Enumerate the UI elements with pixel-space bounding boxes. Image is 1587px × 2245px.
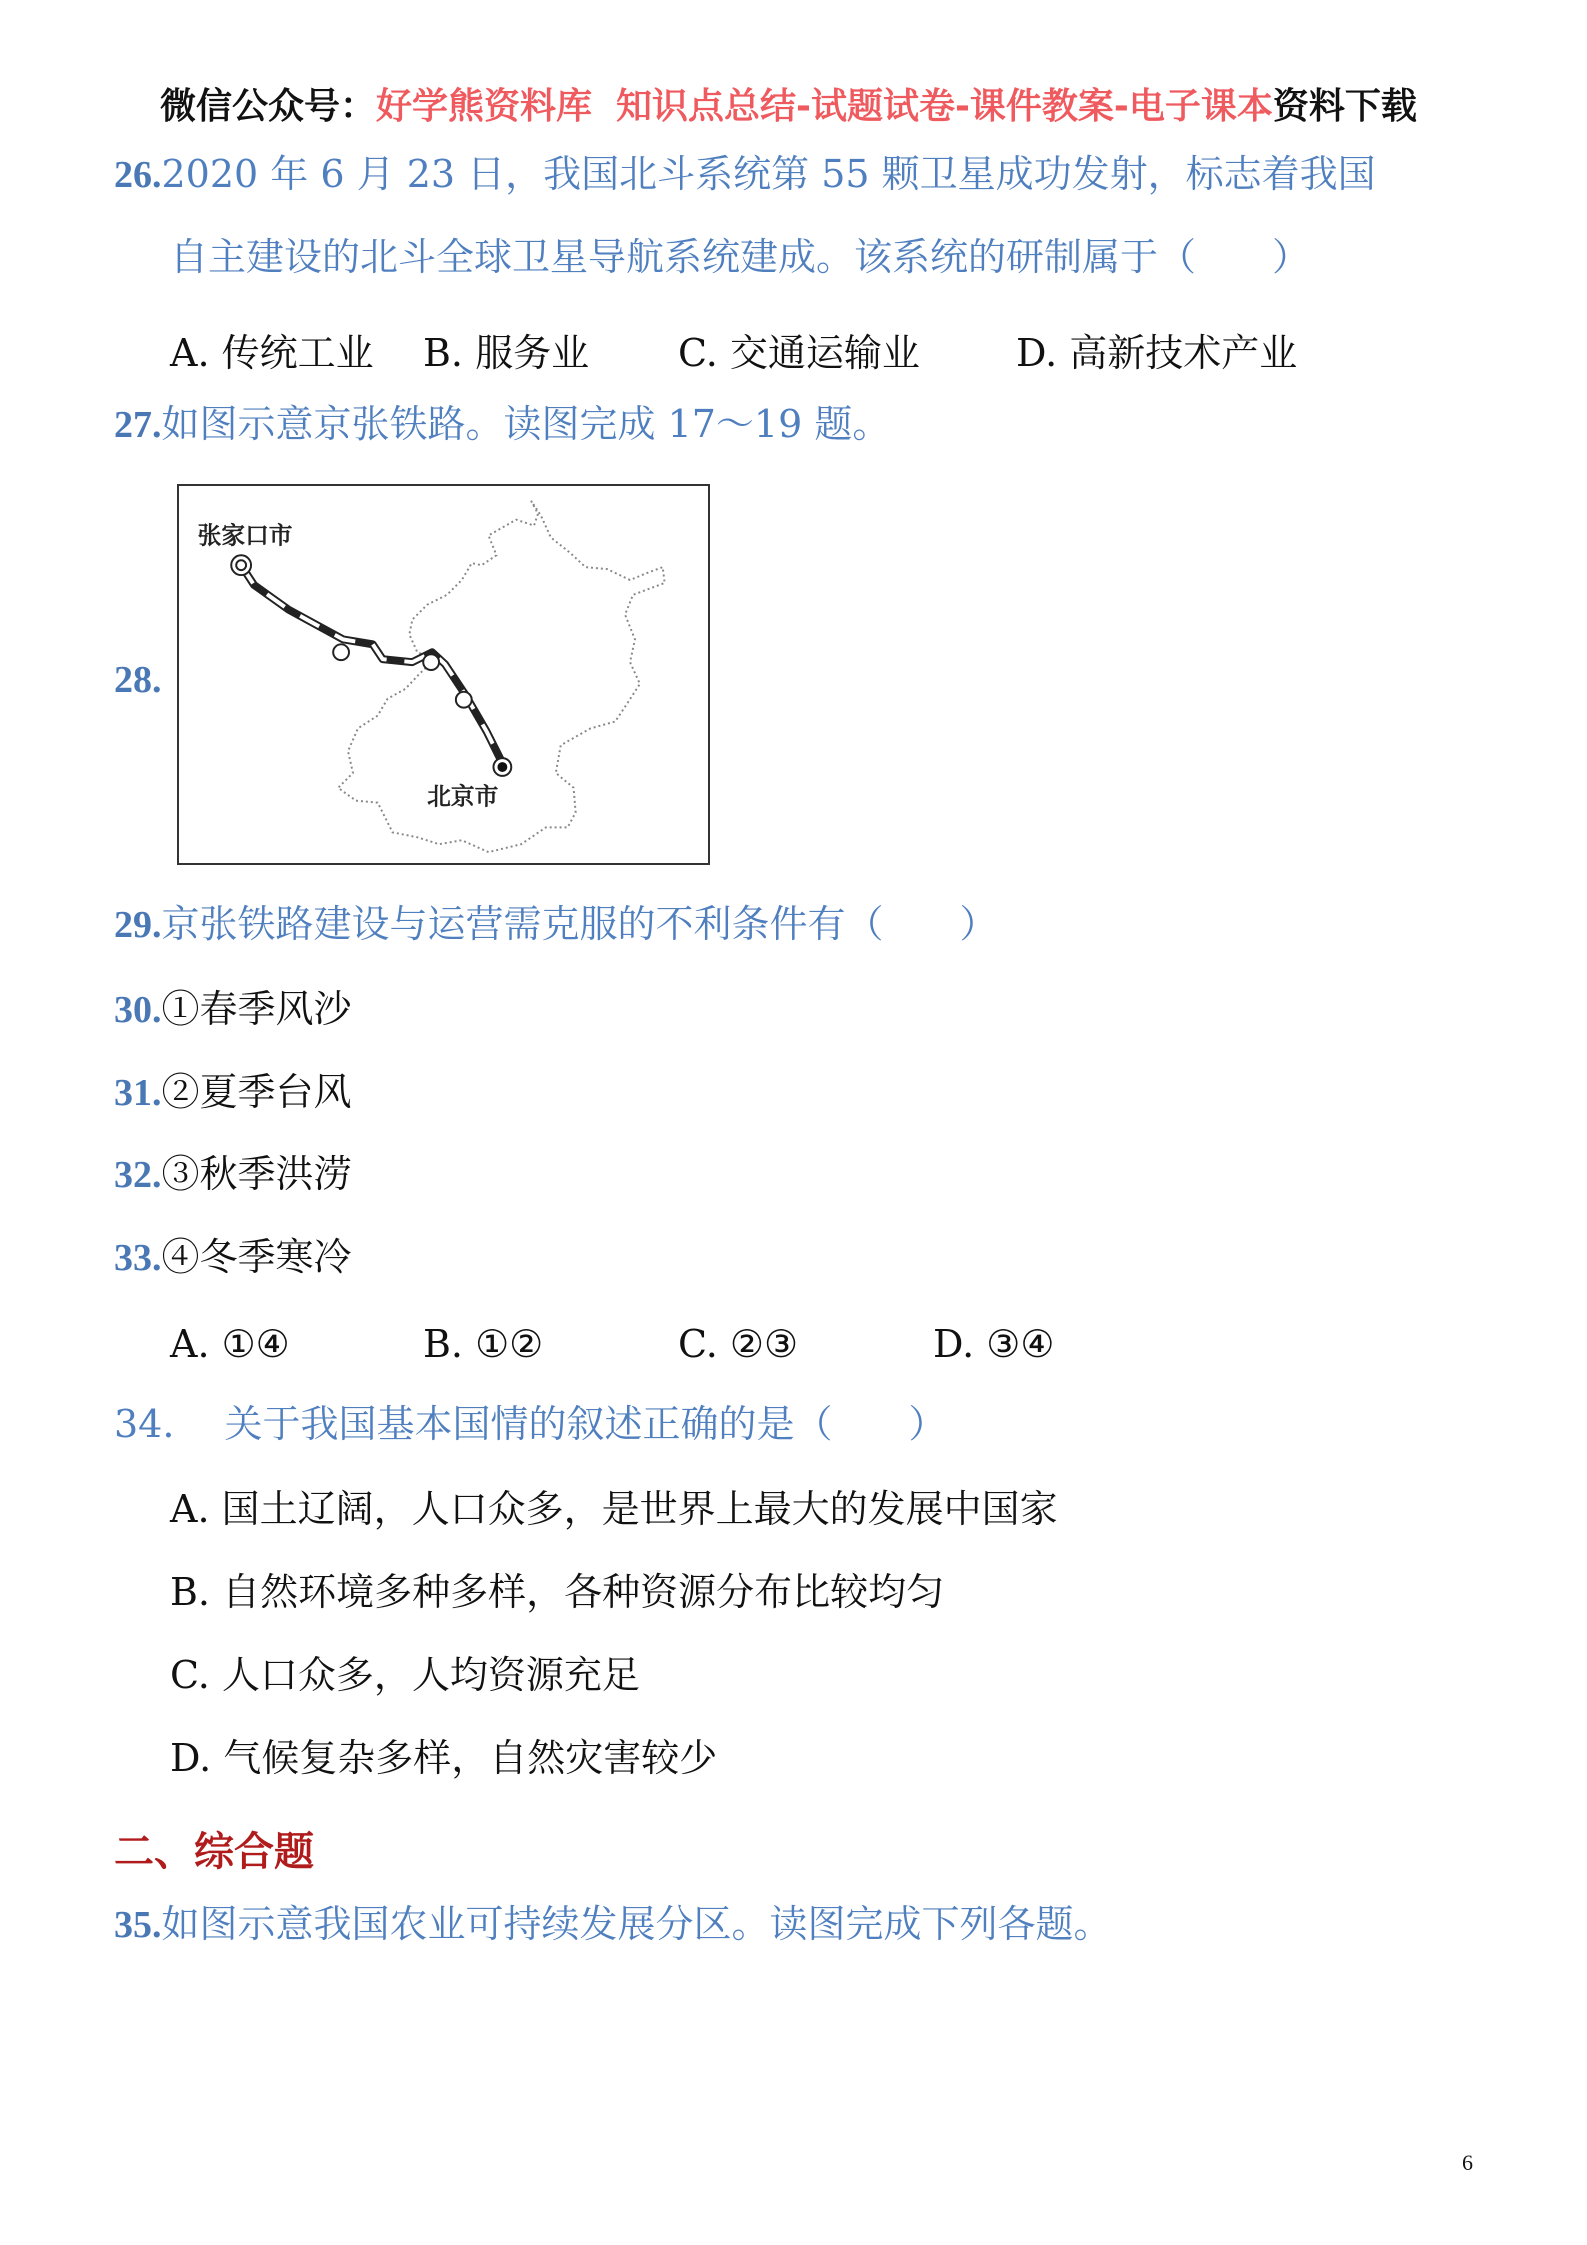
question-number: 28. xyxy=(114,659,162,701)
option-d: D. 高新技术产业 xyxy=(1016,331,1298,375)
question-28 xyxy=(114,660,162,699)
question-31 xyxy=(114,1070,352,1114)
question-text: 2020 年 6 月 23 日，我国北斗系统第 55 颗卫星成功发射，标志着我国 xyxy=(161,152,1376,196)
question-text: 如图示意京张铁路。读图完成 17～19 题。 xyxy=(161,402,891,446)
question-text: ①春季风沙 xyxy=(161,987,352,1031)
question-number: 26. xyxy=(114,154,162,196)
option-a: A. ①④ xyxy=(170,1322,290,1366)
question-text: 自主建设的北斗全球卫星导航系统建成。该系统的研制属于（ ） xyxy=(170,235,1311,279)
option-a: A. 传统工业 xyxy=(170,331,374,375)
option-c: C. ②③ xyxy=(678,1322,799,1366)
question-text: ④冬季寒冷 xyxy=(161,1235,352,1279)
question-number: 33. xyxy=(114,1237,162,1279)
question-number: 35. xyxy=(114,1904,162,1946)
question-32 xyxy=(114,1152,352,1196)
question-30 xyxy=(114,987,352,1031)
map-label-zhangjiakou: 张家口市 xyxy=(197,521,293,550)
question-33 xyxy=(114,1235,352,1279)
question-34-option-c: C. 人口众多，人均资源充足 xyxy=(170,1653,640,1697)
option-d: D. ③④ xyxy=(933,1322,1055,1366)
question-35 xyxy=(114,1902,1112,1946)
header-suffix: 资料下载 xyxy=(1272,85,1417,127)
question-34-option-b: B. 自然环境多种多样，各种资源分布比较均匀 xyxy=(170,1570,945,1614)
beijing-zhangjiakou-railway-map-icon xyxy=(179,486,708,863)
question-number: 29. xyxy=(114,904,162,946)
question-34 xyxy=(114,1402,947,1446)
section-title: 二、综合题 xyxy=(114,1829,314,1875)
question-text: ③秋季洪涝 xyxy=(161,1152,352,1196)
question-text: 京张铁路建设与运营需克服的不利条件有（ ） xyxy=(161,902,998,946)
question-26 xyxy=(114,152,1376,196)
question-34-option-d: D. 气候复杂多样，自然灾害较少 xyxy=(170,1736,718,1780)
question-text: ②夏季台风 xyxy=(161,1070,352,1114)
header-prefix: 微信公众号： xyxy=(160,85,377,127)
option-b: B. 服务业 xyxy=(423,331,590,375)
option-c: C. 交通运输业 xyxy=(678,331,920,375)
railway-map xyxy=(177,484,710,865)
question-27 xyxy=(114,402,891,446)
question-34-option-a: A. 国土辽阔，人口众多，是世界上最大的发展中国家 xyxy=(170,1487,1058,1531)
header-brand: 好学熊资料库 xyxy=(376,85,593,127)
question-29 xyxy=(114,902,998,946)
question-number: 34. xyxy=(114,1402,175,1446)
map-label-beijing: 北京市 xyxy=(427,782,499,811)
question-number: 31. xyxy=(114,1072,162,1114)
option-b: B. ①② xyxy=(423,1322,544,1366)
header-slogan: 知识点总结-试题试卷-课件教案-电子课本 xyxy=(616,85,1273,127)
page-number: 6 xyxy=(1462,2150,1473,2175)
question-number: 32. xyxy=(114,1154,162,1196)
question-26-line2 xyxy=(170,235,1311,279)
question-text: 关于我国基本国情的叙述正确的是（ ） xyxy=(224,1402,947,1446)
question-number: 27. xyxy=(114,404,162,446)
question-number: 30. xyxy=(114,989,162,1031)
header-banner xyxy=(160,78,1450,128)
question-text: 如图示意我国农业可持续发展分区。读图完成下列各题。 xyxy=(161,1902,1112,1946)
